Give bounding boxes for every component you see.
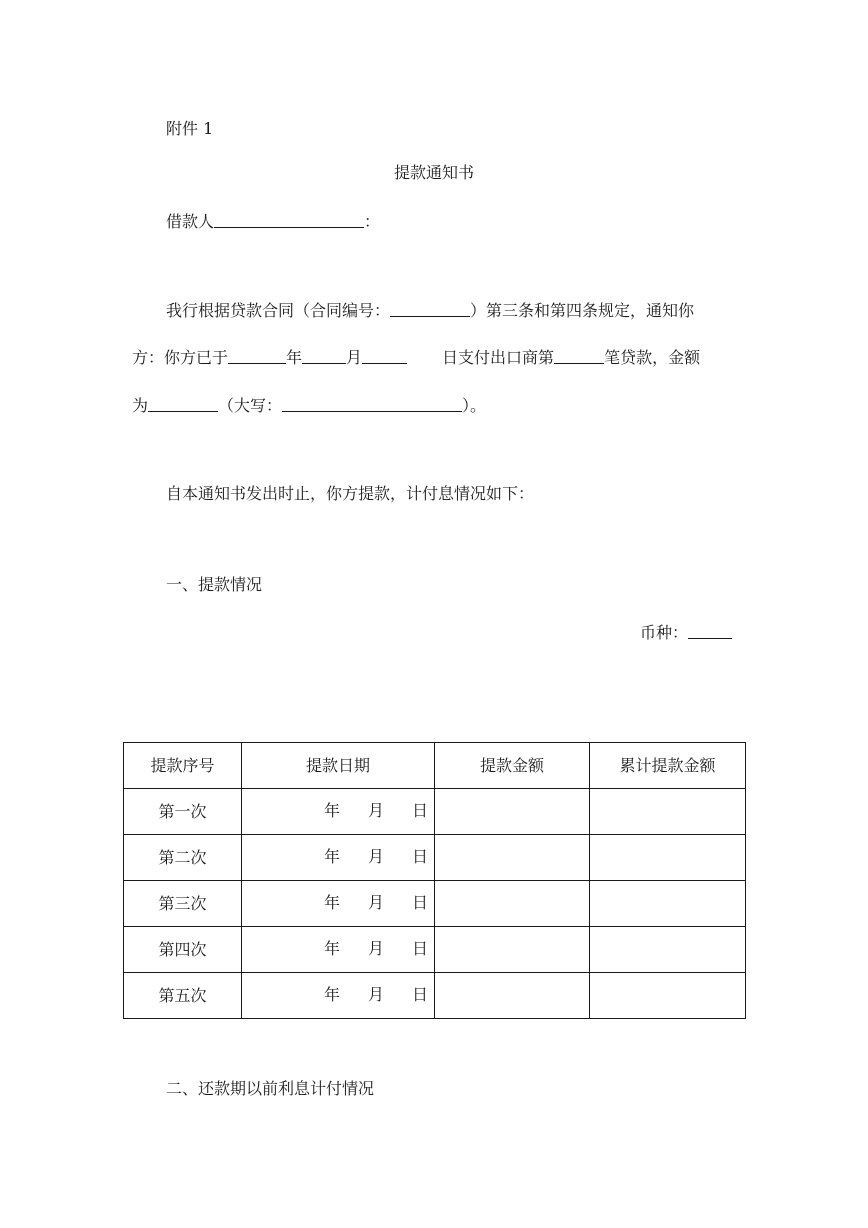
row-date-cell[interactable]: [242, 973, 435, 1019]
row-day: 日: [412, 939, 429, 958]
row-cumulative-cell[interactable]: [590, 789, 746, 835]
row-month: 月: [368, 801, 385, 820]
para1-text-c: 方：你方已于: [132, 348, 229, 367]
row-date-cell[interactable]: [242, 789, 435, 835]
row-date-cell[interactable]: [242, 881, 435, 927]
row-seq: 第一次: [124, 789, 242, 835]
row-cumulative-cell[interactable]: [590, 881, 746, 927]
year-blank[interactable]: [228, 347, 286, 364]
year-label: 年: [286, 348, 303, 367]
document-title: 提款通知书: [393, 163, 474, 182]
row-month: 月: [368, 939, 385, 958]
header-seq: 提款序号: [124, 743, 242, 789]
row-month: 月: [368, 985, 385, 1004]
table-row: [124, 789, 746, 835]
table-row: [124, 973, 746, 1019]
amount-blank[interactable]: [148, 395, 218, 412]
row-day: 日: [412, 801, 429, 820]
row-year: 年: [324, 847, 341, 866]
row-date-cell[interactable]: [242, 835, 435, 881]
row-year: 年: [324, 939, 341, 958]
para1-text-e: 笔贷款，金额: [604, 348, 701, 367]
header-amount: 提款金额: [435, 743, 590, 789]
currency-line: [640, 622, 732, 643]
header-cumulative: 累计提款金额: [590, 743, 746, 789]
borrower-line: [166, 211, 380, 232]
header-date: 提款日期: [242, 743, 435, 789]
section-1-heading: 一、提款情况: [166, 575, 263, 594]
withdrawal-table: [123, 742, 746, 1019]
table-row: [124, 881, 746, 927]
row-amount-cell[interactable]: [435, 881, 590, 927]
currency-label: 币种：: [640, 623, 689, 642]
borrower-blank[interactable]: [214, 211, 364, 228]
row-seq: 第四次: [124, 927, 242, 973]
row-cumulative-cell[interactable]: [590, 927, 746, 973]
amount-words-blank[interactable]: [282, 395, 462, 412]
row-amount-cell[interactable]: [435, 789, 590, 835]
table-row: [124, 835, 746, 881]
para1-text-f: 为: [132, 396, 149, 415]
row-year: 年: [324, 985, 341, 1004]
row-cumulative-cell[interactable]: [590, 835, 746, 881]
para1-text-h: ）。: [462, 396, 487, 415]
row-month: 月: [368, 893, 385, 912]
borrower-label: 借款人: [166, 212, 215, 231]
paragraph-2: 自本通知书发出时止，你方提款，计付息情况如下：: [166, 484, 535, 503]
para1-text-b: ）第三条和第四条规定，通知你: [470, 301, 695, 320]
attachment-label: 附件 1: [166, 119, 214, 138]
day-blank[interactable]: [362, 347, 407, 364]
section-2-heading: 二、还款期以前利息计付情况: [166, 1079, 375, 1098]
row-seq: 第三次: [124, 881, 242, 927]
row-day: 日: [412, 847, 429, 866]
row-day: 日: [412, 893, 429, 912]
para1-text-g: （大写：: [218, 396, 283, 415]
paragraph-1-line-3: [132, 395, 486, 416]
contract-number-blank[interactable]: [390, 300, 470, 317]
month-label: 月: [346, 348, 363, 367]
table-row: [124, 927, 746, 973]
borrower-colon: ：: [364, 212, 381, 231]
row-amount-cell[interactable]: [435, 927, 590, 973]
row-year: 年: [324, 893, 341, 912]
row-month: 月: [368, 847, 385, 866]
row-seq: 第二次: [124, 835, 242, 881]
row-amount-cell[interactable]: [435, 973, 590, 1019]
paragraph-1-line-1: [166, 300, 694, 321]
month-blank[interactable]: [302, 347, 346, 364]
para1-text-a: 我行根据贷款合同（合同编号：: [166, 301, 391, 320]
row-cumulative-cell[interactable]: [590, 973, 746, 1019]
row-year: 年: [324, 801, 341, 820]
row-date-cell[interactable]: [242, 927, 435, 973]
row-day: 日: [412, 985, 429, 1004]
loan-number-blank[interactable]: [554, 347, 604, 364]
row-seq: 第五次: [124, 973, 242, 1019]
table-header-row: [124, 743, 746, 789]
currency-blank[interactable]: [688, 622, 732, 639]
para1-text-d: 日支付出口商第: [442, 348, 555, 367]
paragraph-1-line-2: [132, 347, 700, 368]
row-amount-cell[interactable]: [435, 835, 590, 881]
